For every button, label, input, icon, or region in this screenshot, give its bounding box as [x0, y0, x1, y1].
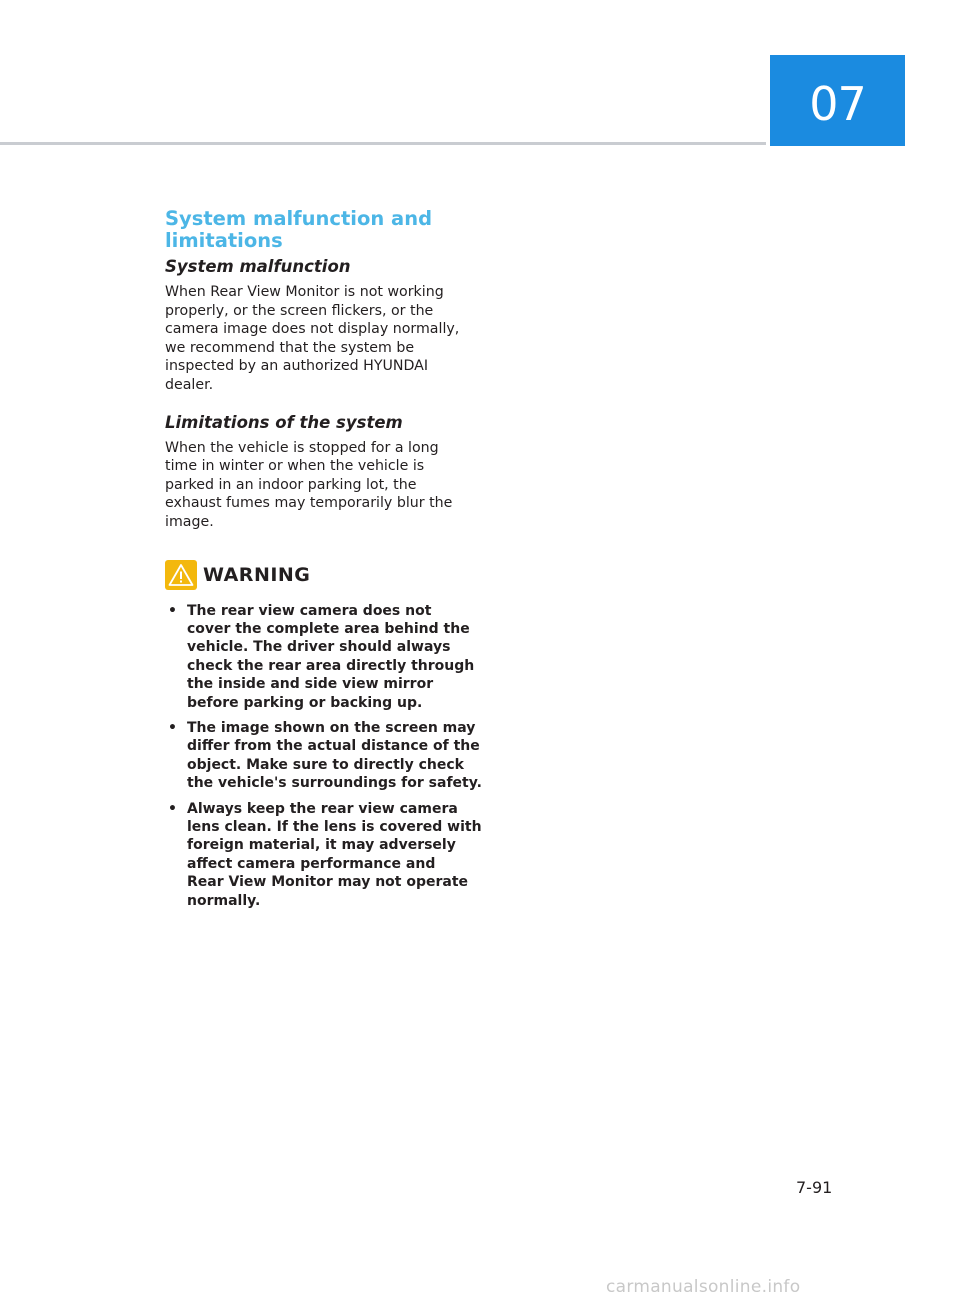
- text-line: inspected by an authorized HYUNDAI: [165, 358, 429, 375]
- text-line: cover the complete area behind the: [187, 620, 470, 637]
- text-line: image.: [165, 513, 214, 530]
- limitations-paragraph: [165, 439, 495, 532]
- text-line: dealer.: [165, 376, 214, 393]
- text-line: check the rear area directly through: [187, 657, 475, 674]
- text-line: we recommend that the system be: [165, 339, 415, 356]
- main-content: [165, 208, 495, 917]
- text-line: affect camera performance and: [187, 855, 436, 872]
- text-line: Always keep the rear view camera: [187, 800, 458, 817]
- bullet-icon: •: [168, 800, 177, 817]
- text-line: the vehicle's surroundings for safety.: [187, 775, 482, 792]
- text-line: exhaust fumes may temporarily blur the: [165, 495, 453, 512]
- text-line: When Rear View Monitor is not working: [165, 284, 444, 300]
- warning-label: WARNING: [203, 563, 311, 586]
- text-line: normally.: [187, 892, 261, 909]
- text-line: The rear view camera does not: [187, 602, 432, 619]
- text-line: foreign material, it may adversely: [187, 837, 456, 854]
- warning-triangle-icon: [165, 560, 197, 590]
- text-line: vehicle. The driver should always: [187, 639, 451, 656]
- text-line: properly, or the screen flickers, or the: [165, 302, 434, 319]
- chapter-tab: [770, 55, 905, 146]
- text-line: When the vehicle is stopped for a long: [165, 439, 439, 456]
- malfunction-heading: System malfunction: [165, 257, 351, 276]
- header-rule: [0, 142, 766, 145]
- warning-list: [165, 602, 495, 911]
- limitations-heading: Limitations of the system: [165, 412, 403, 432]
- text-line: time in winter or when the vehicle is: [165, 458, 425, 475]
- text-line: parked in an indoor parking lot, the: [165, 476, 417, 493]
- malfunction-paragraph: [165, 283, 495, 395]
- warning-header: [165, 560, 495, 590]
- page-number: 7-91: [796, 1178, 833, 1197]
- watermark-link[interactable]: carmanualsonline.info: [606, 1277, 801, 1297]
- bullet-icon: •: [168, 602, 177, 619]
- list-item: [165, 800, 495, 910]
- list-item: [165, 719, 495, 793]
- section-title-line: limitations: [165, 229, 283, 252]
- text-line: differ from the actual distance of the: [187, 738, 480, 755]
- text-line: lens clean. If the lens is covered with: [187, 819, 482, 835]
- section-title-line: System malfunction and: [165, 207, 433, 230]
- text-line: camera image does not display normally,: [165, 321, 460, 338]
- bullet-icon: •: [168, 719, 177, 736]
- text-line: the inside and side view mirror: [187, 676, 434, 693]
- list-item: [165, 602, 495, 712]
- chapter-number: 07: [809, 76, 866, 131]
- text-line: Rear View Monitor may not operate: [187, 874, 469, 891]
- section-title: [165, 208, 495, 252]
- text-line: before parking or backing up.: [187, 694, 423, 711]
- text-line: object. Make sure to directly check: [187, 756, 464, 773]
- text-line: The image shown on the screen may: [187, 719, 476, 736]
